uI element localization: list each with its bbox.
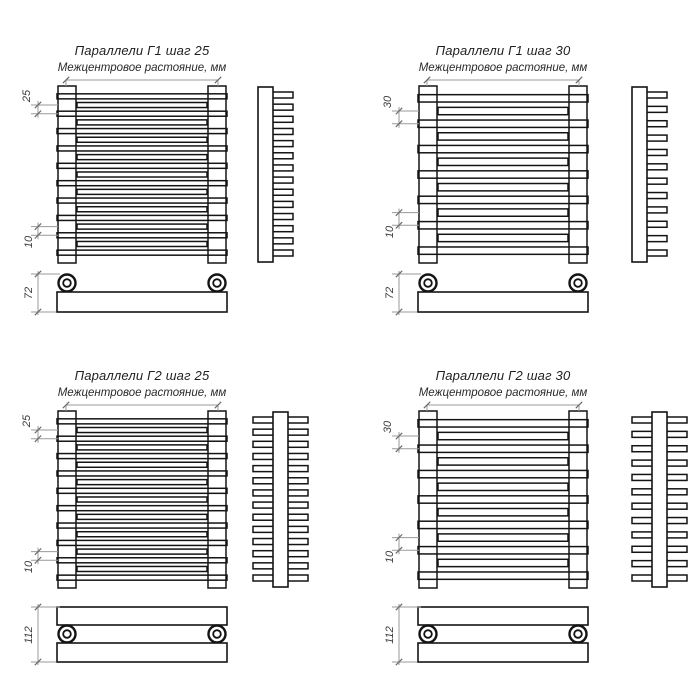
front-view [418,411,588,588]
bottom-view [418,275,588,313]
bottom-view [57,275,227,313]
front-view [57,86,227,263]
dim-subtitle: Межцентровое растояние, мм [418,387,588,399]
step-dim-label: 25 [21,89,33,103]
gap-dim-label: 10 [384,226,396,239]
side-view [258,87,293,262]
panel-title: Параллели Г1 шаг 25 [74,43,210,58]
step-dim-label: 25 [21,414,33,428]
side-view [632,87,667,262]
dim-subtitle: Межцентровое растояние, мм [418,62,588,74]
depth-dim-label: 72 [23,286,35,300]
bottom-view [57,607,227,662]
step-dim-label: 30 [382,420,394,434]
dim-subtitle: Межцентровое растояние, мм [57,62,227,74]
panel-title: Параллели Г1 шаг 30 [435,43,571,58]
panel-linework [31,402,308,665]
panel-linework [31,77,293,315]
gap-dim-label: 10 [23,561,35,574]
side-view [632,412,687,587]
side-view [253,412,308,587]
panel-linework [392,402,687,665]
front-view [418,86,588,263]
depth-dim-label: 72 [384,286,396,300]
gap-dim-label: 10 [384,551,396,564]
panel-title: Параллели Г2 шаг 25 [74,368,210,383]
panel-title: Параллели Г2 шаг 30 [435,368,571,383]
bottom-view [418,607,588,662]
depth-dim-label: 112 [23,625,35,644]
depth-dim-label: 112 [384,625,396,644]
dim-subtitle: Межцентровое растояние, мм [57,387,227,399]
front-view [57,411,227,588]
gap-dim-label: 10 [23,236,35,249]
panel-linework [392,77,667,315]
step-dim-label: 30 [382,95,394,109]
